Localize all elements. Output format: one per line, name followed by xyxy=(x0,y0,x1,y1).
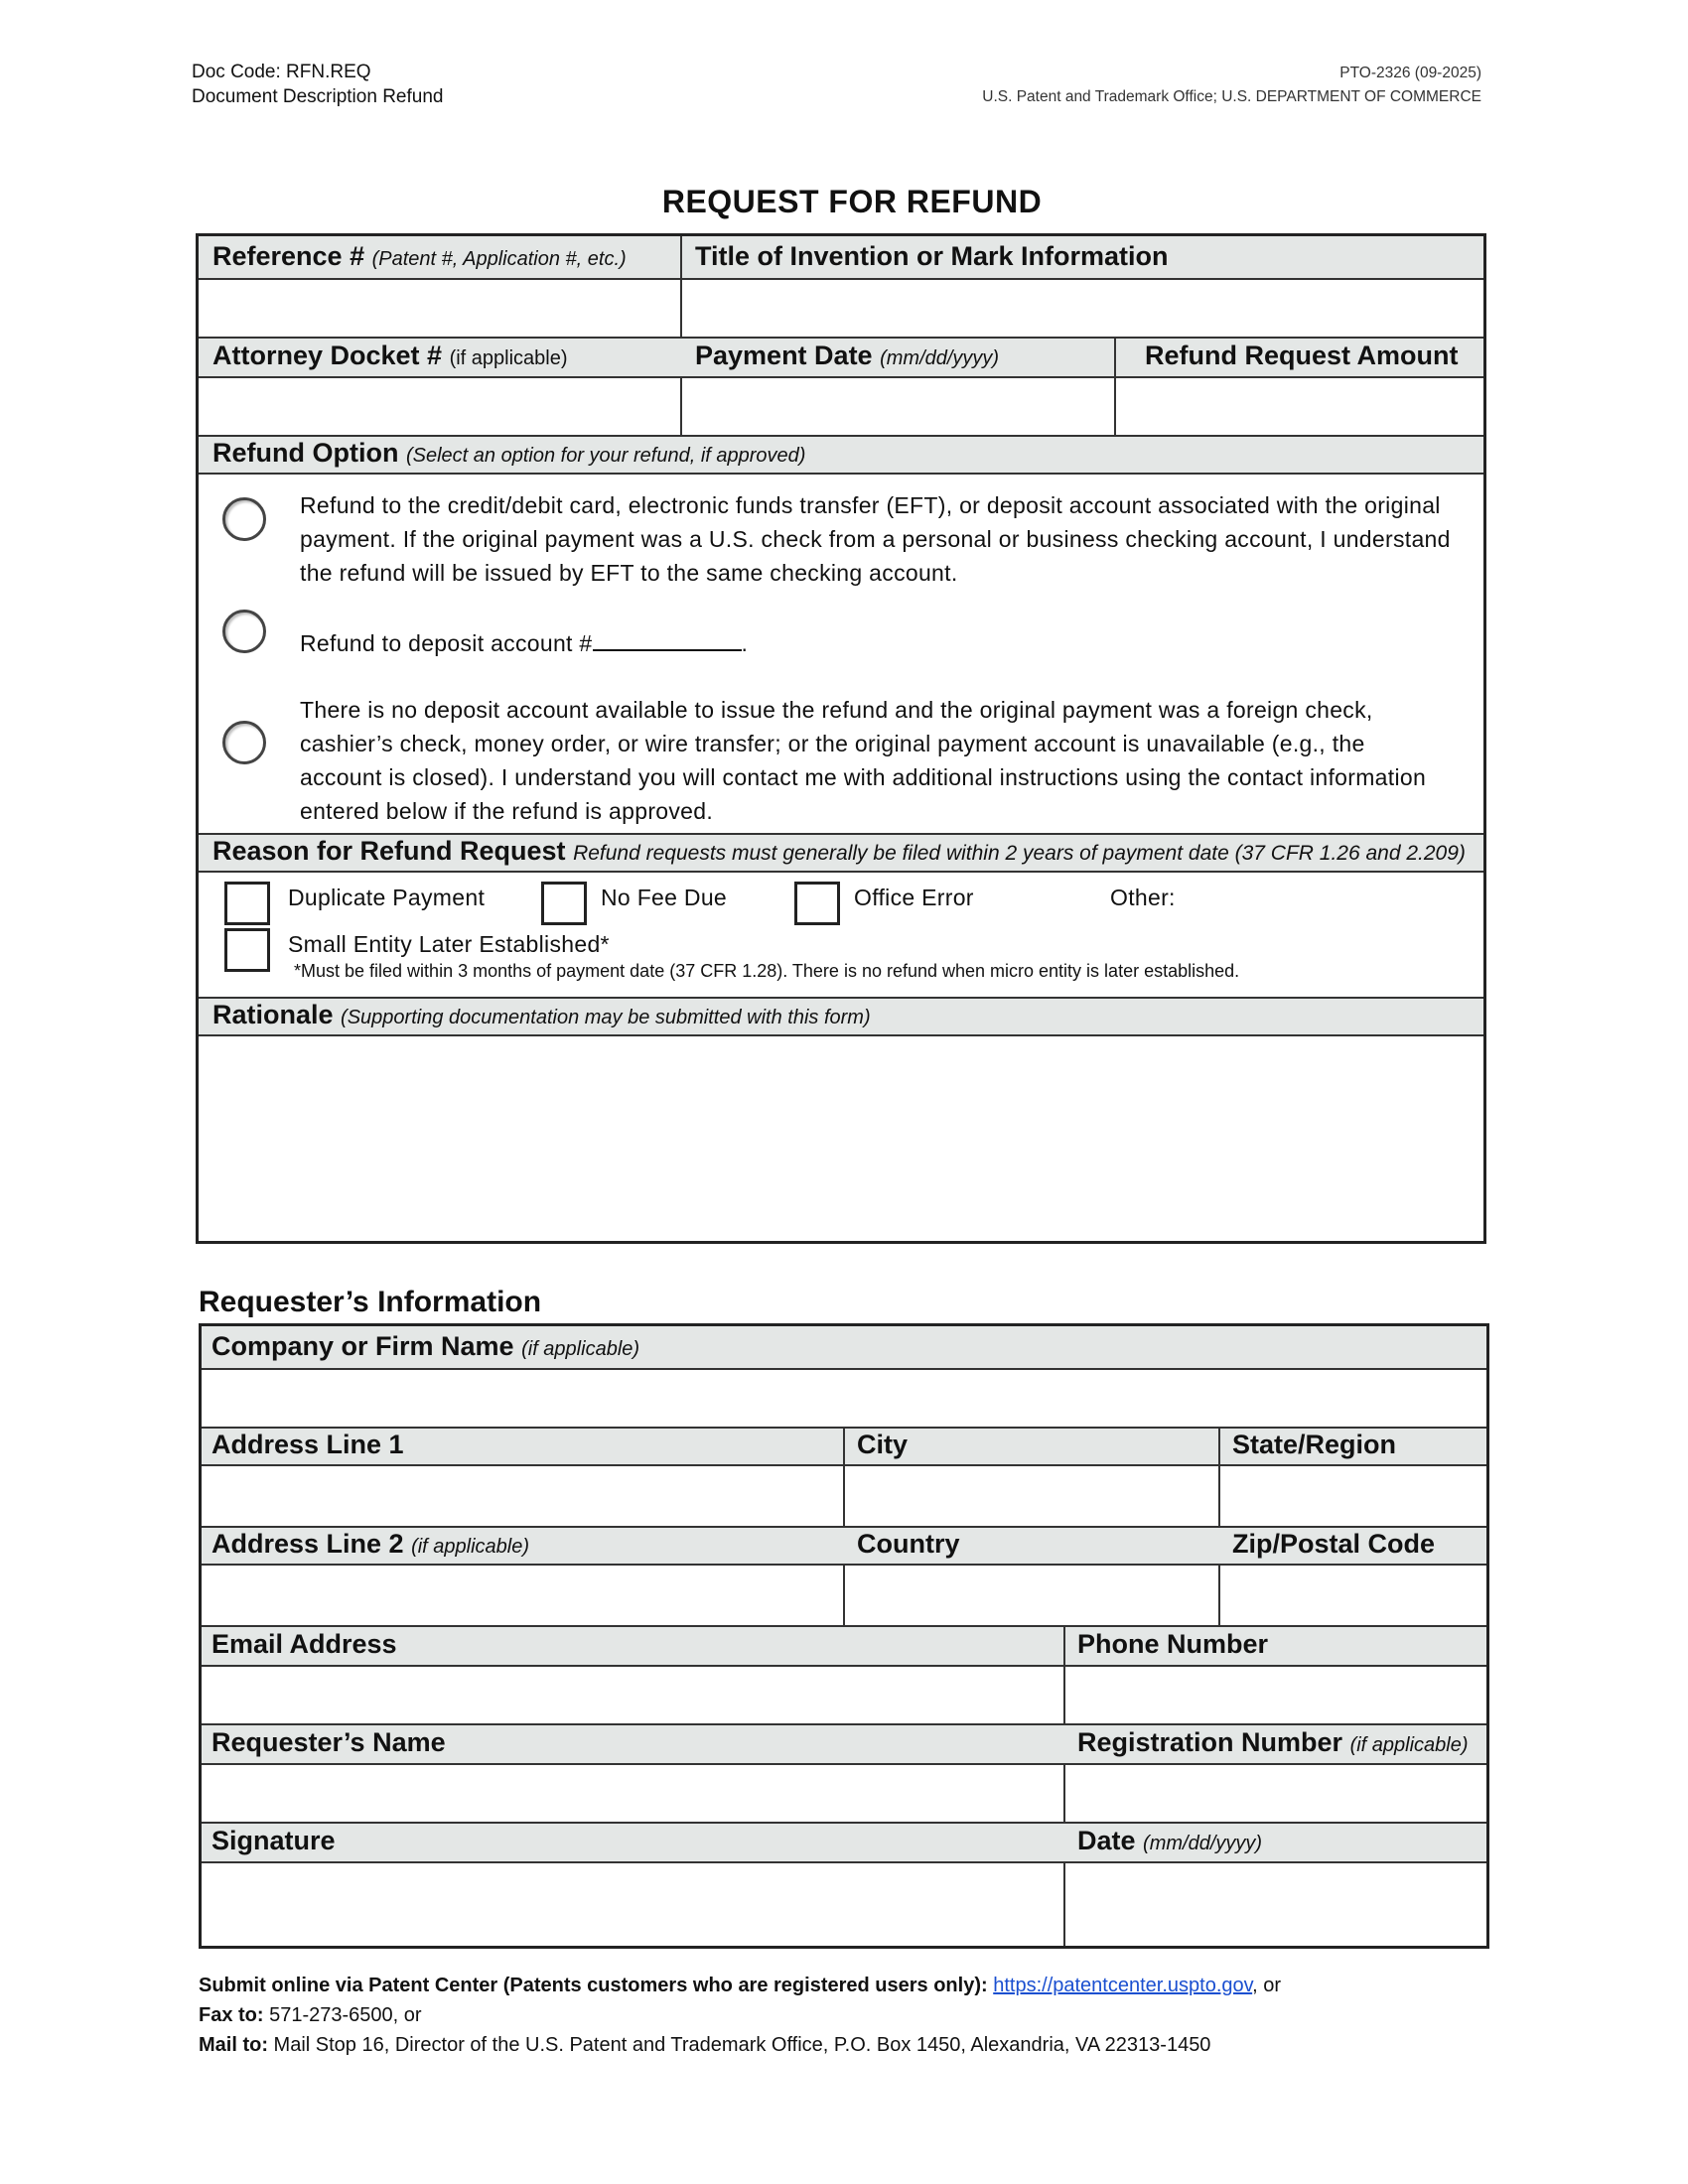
title-invention-input[interactable] xyxy=(683,280,1483,337)
reason-label: Reason for Refund Request Refund requests must generally be filed within 2 years of payment date (37 CFR 1.26 and 2.209) xyxy=(212,836,1466,866)
signature-input[interactable] xyxy=(202,1863,1062,1946)
registration-input[interactable] xyxy=(1066,1765,1486,1822)
attorney-docket-input[interactable] xyxy=(199,378,679,435)
submission-instructions xyxy=(199,1971,1281,2060)
address1-label: Address Line 1 xyxy=(211,1430,404,1459)
refund-form xyxy=(196,233,1486,1244)
small-entity-footnote: *Must be filed within 3 months of payment date (37 CFR 1.28). There is no refund when micro entity is later established. xyxy=(294,961,1240,981)
fax-line: Fax to: 571-273-6500, or xyxy=(199,2004,422,2026)
signature-label: Signature xyxy=(211,1826,336,1855)
divider xyxy=(680,236,682,435)
reference-label: Reference # (Patent #, Application #, etc.) xyxy=(212,241,627,271)
company-input[interactable] xyxy=(202,1370,1486,1427)
country-input[interactable] xyxy=(846,1566,1217,1625)
form-number: PTO-2326 (09-2025) xyxy=(1339,65,1481,81)
other-input[interactable] xyxy=(1201,882,1470,921)
deposit-account-input[interactable] xyxy=(593,629,742,651)
patent-center-link[interactable]: https://patentcenter.uspto.gov xyxy=(993,1975,1253,1996)
title-invention-label: Title of Invention or Mark Information xyxy=(695,241,1169,271)
requester-section-title: Requester’s Information xyxy=(199,1286,542,1318)
mail-line: Mail to: Mail Stop 16, Director of the U.S. Patent and Trademark Office, P.O. Box 1450, Alexandria, VA 22313-1450 xyxy=(199,2034,1211,2056)
phone-input[interactable] xyxy=(1066,1667,1486,1723)
refund-option-deposit-text: Refund to deposit account # . xyxy=(300,630,749,656)
doc-code: Doc Code: RFN.REQ xyxy=(192,62,371,82)
attorney-docket-label: Attorney Docket # (if applicable) xyxy=(212,341,568,370)
agency-name: U.S. Patent and Trademark Office; U.S. DEPARTMENT OF COMMERCE xyxy=(982,88,1481,105)
requester-name-input[interactable] xyxy=(202,1765,1062,1822)
signature-band xyxy=(202,1822,1486,1863)
small-entity-checkbox[interactable] xyxy=(224,928,270,972)
page-title: REQUEST FOR REFUND xyxy=(661,184,1043,219)
other-label: Other: xyxy=(1110,885,1176,910)
registration-label: Registration Number (if applicable) xyxy=(1077,1727,1469,1757)
doc-description: Document Description Refund xyxy=(192,86,444,107)
office-error-label: Office Error xyxy=(854,885,974,910)
company-label: Company or Firm Name (if applicable) xyxy=(211,1331,640,1361)
refund-option-original-radio[interactable] xyxy=(222,497,266,541)
state-label: State/Region xyxy=(1232,1430,1397,1459)
city-label: City xyxy=(857,1430,909,1459)
refund-option-contact-radio[interactable] xyxy=(222,721,266,764)
requester-form xyxy=(199,1323,1489,1949)
refund-amount-input[interactable] xyxy=(1117,378,1483,435)
city-input[interactable] xyxy=(846,1466,1217,1526)
no-fee-due-checkbox[interactable] xyxy=(541,882,587,925)
duplicate-payment-checkbox[interactable] xyxy=(224,882,270,925)
no-fee-due-label: No Fee Due xyxy=(601,885,728,910)
divider xyxy=(1063,1625,1065,1946)
small-entity-label: Small Entity Later Established* xyxy=(288,931,610,957)
office-error-checkbox[interactable] xyxy=(794,882,840,925)
refund-amount-label: Refund Request Amount xyxy=(1145,341,1459,370)
state-input[interactable] xyxy=(1221,1466,1486,1526)
doc-code-block xyxy=(192,60,443,109)
requester-name-label: Requester’s Name xyxy=(211,1727,446,1757)
zip-label: Zip/Postal Code xyxy=(1232,1529,1436,1559)
address2-input[interactable] xyxy=(202,1566,842,1625)
address2-label: Address Line 2 (if applicable) xyxy=(211,1529,530,1559)
email-input[interactable] xyxy=(202,1667,1062,1723)
refund-option-deposit-radio[interactable] xyxy=(222,610,266,653)
refund-option-contact-text: There is no deposit account available to issue the refund and the original payment was a foreign check, cashier’s check, money order, or wire transfer; or the original payment account is unavailable (e.g., the account is closed). I understand you will contact me with additional instructions using the contact information entered below if the refund is approved. xyxy=(300,697,1427,824)
zip-input[interactable] xyxy=(1221,1566,1486,1625)
payment-date-input[interactable] xyxy=(683,378,1113,435)
address1-input[interactable] xyxy=(202,1466,842,1526)
refund-option-label: Refund Option (Select an option for your refund, if approved) xyxy=(212,438,806,468)
payment-date-label: Payment Date (mm/dd/yyyy) xyxy=(695,341,1000,370)
refund-option-original-text: Refund to the credit/debit card, electronic funds transfer (EFT), or deposit account associated with the original payment. If the original payment was a U.S. check from a personal or business checking account, I understand the refund will be issued by EFT to the same checking account. xyxy=(300,492,1451,586)
phone-label: Phone Number xyxy=(1077,1629,1269,1659)
rationale-input[interactable] xyxy=(199,1036,1483,1241)
country-label: Country xyxy=(857,1529,960,1559)
online-line: Submit online via Patent Center (Patents customers who are registered users only): https://patentcenter.uspto.gov, or xyxy=(199,1975,1282,1996)
email-label: Email Address xyxy=(211,1629,397,1659)
date-label: Date (mm/dd/yyyy) xyxy=(1077,1826,1263,1855)
reference-input[interactable] xyxy=(199,280,679,337)
duplicate-payment-label: Duplicate Payment xyxy=(288,885,486,910)
rationale-label: Rationale (Supporting documentation may be submitted with this form) xyxy=(212,1000,871,1029)
date-input[interactable] xyxy=(1066,1863,1486,1946)
divider xyxy=(1114,337,1116,435)
form-info-block xyxy=(982,62,1481,109)
